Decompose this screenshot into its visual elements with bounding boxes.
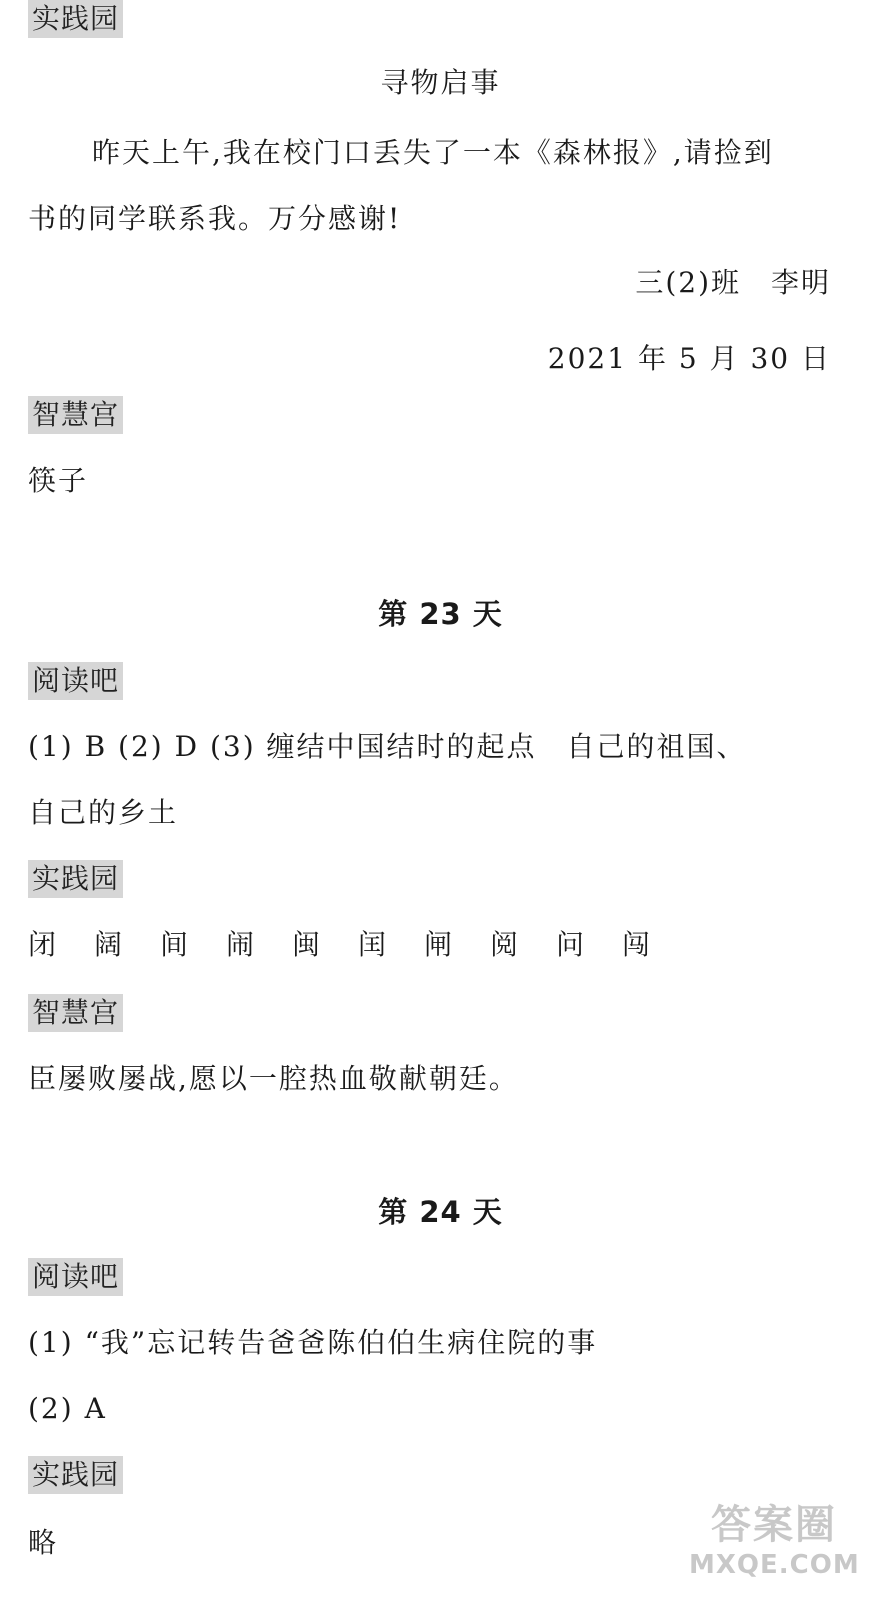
notice-body-line-1: 昨天上午,我在校门口丢失了一本《森林报》,请捡到 [92,136,774,169]
character-item: 闭 [28,928,57,961]
day-24-reading-line-1: (1) “我”忘记转告爸爸陈伯伯生病住院的事 [28,1326,598,1359]
section-tag-practice: 实践园 [28,0,123,38]
character-item: 闰 [358,928,387,961]
watermark-title: 答案圈 [711,1502,837,1548]
watermark-logo [689,1500,859,1592]
day-23-practice-tag: 实践园 [28,860,123,898]
notice-signature: 三(2)班 李明 [635,266,831,299]
day-24-reading-line-2: (2) A [28,1392,107,1425]
character-item: 闹 [226,928,255,961]
notice-title: 寻物启事 [380,66,501,99]
day-24-practice-tag: 实践园 [28,1456,123,1494]
watermark-url: MXQE.COM [689,1550,860,1580]
day-24-heading: 第 24 天 [378,1195,503,1229]
day-23-wisdom-tag: 智慧宫 [28,994,123,1032]
wisdom-answer: 筷子 [28,464,89,497]
day-23-wisdom-answer: 臣屡败屡战,愿以一腔热血敬献朝廷。 [28,1062,519,1095]
day-24-reading-tag: 阅读吧 [28,1258,123,1296]
day-24-practice-answer: 略 [28,1526,59,1559]
notice-body-line-2: 书的同学联系我。万分感谢! [28,202,402,235]
character-item: 闯 [622,928,651,961]
section-tag-wisdom: 智慧宫 [28,396,123,434]
day-23-reading-line-1: (1) B (2) D (3) 缠结中国结时的起点 自己的祖国、 [28,730,747,763]
day-23-character-list [28,926,688,964]
character-item: 闽 [292,928,321,961]
character-item: 间 [160,928,189,961]
character-item: 问 [556,928,585,961]
character-item: 阅 [490,928,519,961]
day-23-heading: 第 23 天 [378,597,503,631]
character-item: 阔 [94,928,123,961]
day-23-reading-line-2: 自己的乡土 [28,796,179,829]
notice-date: 2021 年 5 月 30 日 [547,342,831,375]
character-item: 闸 [424,928,453,961]
day-23-reading-tag: 阅读吧 [28,662,123,700]
